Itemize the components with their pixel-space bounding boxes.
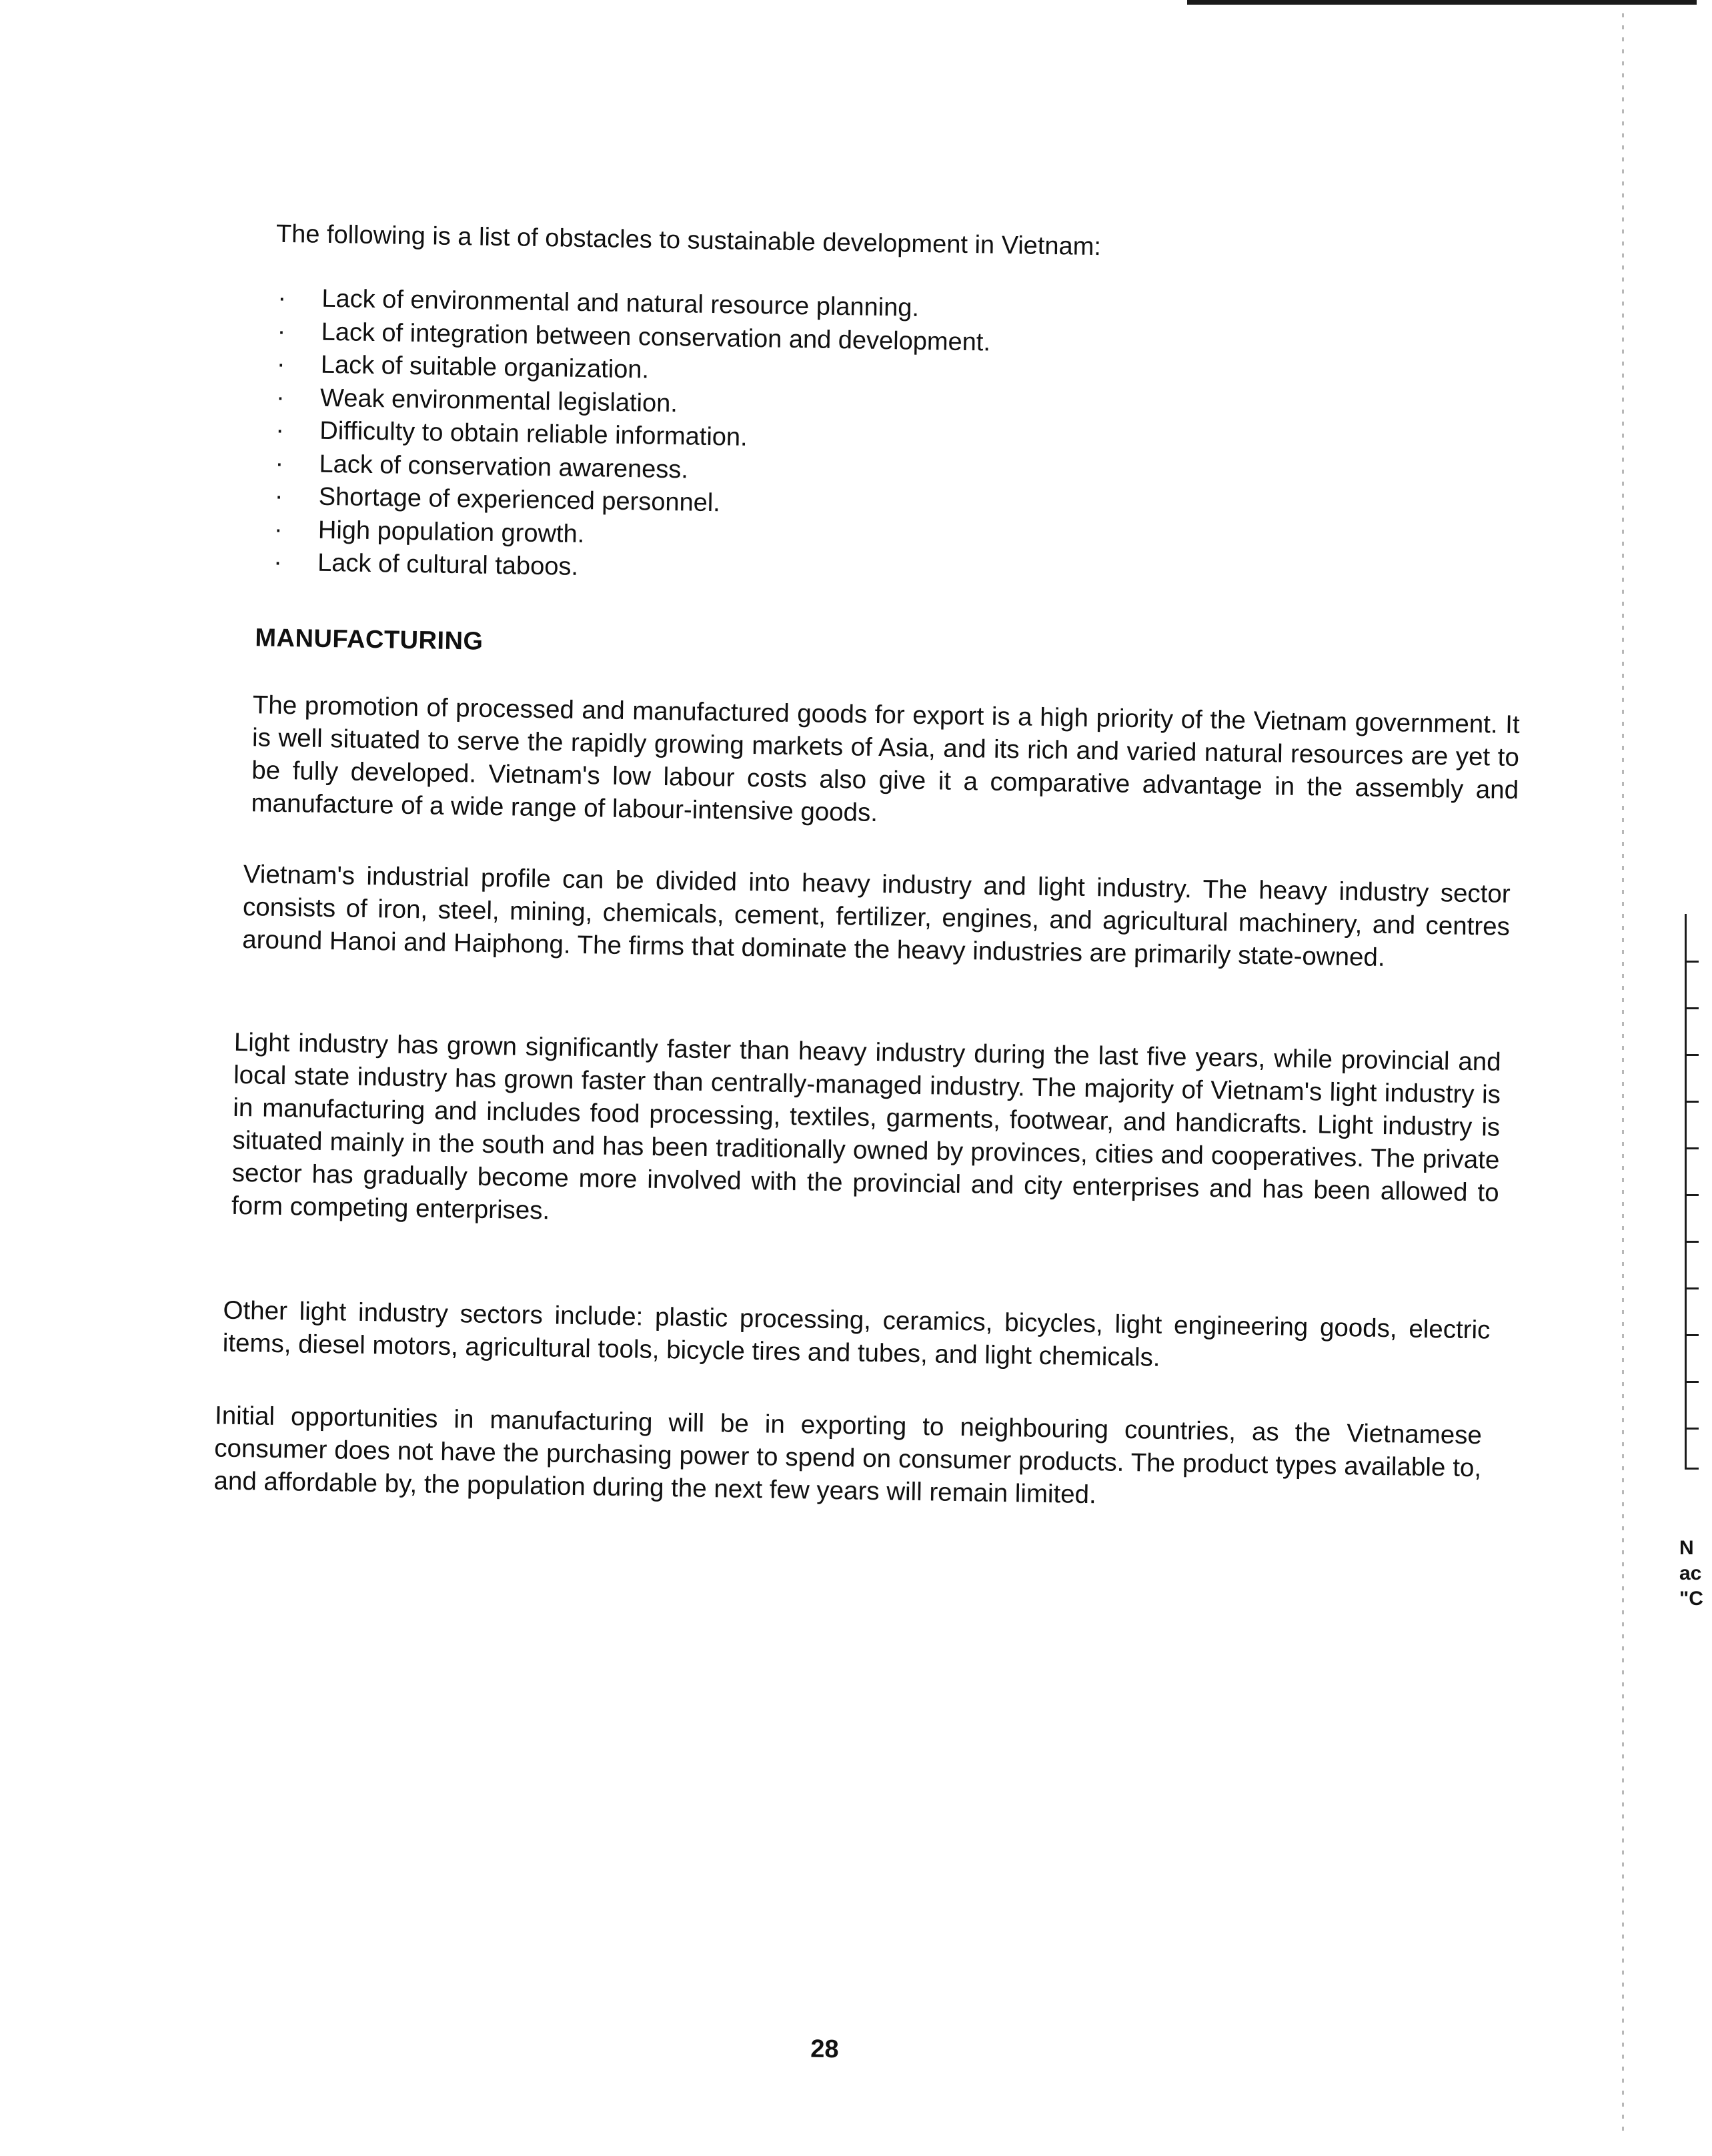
paragraph-industrial-profile: Vietnam's industrial profile can be divided into heavy industry and light industry. The heavy industry sector consists of iron, steel, mining, chemicals, cement, fertilizer, engines, and agricultural machinery, and centres around Hanoi and Haiphong. The firms that dominate the heavy industries are primarily state-owned. bbox=[241, 860, 1511, 972]
bullet-icon: · bbox=[273, 515, 283, 544]
list-item: · Lack of suitable organization. bbox=[269, 348, 990, 392]
section-heading: MANUFACTURING bbox=[255, 624, 484, 656]
list-item: · Lack of cultural taboos. bbox=[267, 546, 987, 590]
bullet-icon: · bbox=[276, 350, 285, 378]
list-item: · Lack of integration between conservation and development. bbox=[270, 315, 990, 359]
bullet-icon: · bbox=[277, 284, 287, 312]
list-item: · Shortage of experienced personnel. bbox=[267, 480, 988, 524]
scan-top-rule bbox=[1187, 0, 1697, 5]
obstacles-intro: The following is a list of obstacles to sustainable development in Vietnam: bbox=[275, 219, 1102, 261]
list-item: · Difficulty to obtain reliable information. bbox=[269, 414, 989, 458]
page-number: 28 bbox=[810, 2035, 839, 2064]
list-item: · High population growth. bbox=[267, 513, 988, 557]
bullet-icon: · bbox=[274, 482, 283, 510]
adjacent-page-text-fragment: N ac "C bbox=[1679, 1537, 1703, 1610]
bullet-icon: · bbox=[275, 383, 285, 412]
paragraph-light-industry: Light industry has grown significantly faster than heavy industry during the last five years, while provincial and local state industry has grown faster than centrally-managed industry. The majority of Vietnam's light industry is in manufacturing and includes food processing, textiles, garments, footwear, and handicrafts. Light industry is situated mainly in the south and has been traditionally owned by provinces, cities and cooperatives. The private sector has gradually become more involved with the provincial and city enterprises and has been allowed to form competing enterprises. bbox=[231, 1027, 1502, 1225]
obstacles-list bbox=[267, 282, 991, 590]
paragraph-initial-opportunities: Initial opportunities in manufacturing will be in exporting to neighbouring countries, as the Vietnamese consumer does not have the purchasing power to spend on consumer products. The product types available to, and affordable by, the population during the next few years will remain limited. bbox=[213, 1401, 1483, 1510]
bullet-icon: · bbox=[277, 317, 286, 346]
bullet-icon: · bbox=[275, 416, 285, 444]
paragraph-other-sectors: Other light industry sectors include: plastic processing, ceramics, bicycles, light engineering goods, electric items, diesel motors, agricultural tools, bicycle tires and tubes, and light chemicals. bbox=[222, 1295, 1491, 1372]
paragraph-export-priority: The promotion of processed and manufactured goods for export is a high priority of the Vietnam government. It is well situated to serve the rapidly growing markets of Asia, and its rich and varied natural resources are yet to be fully developed. Vietnam's low labour costs also give it a comparative advantage in the assembly and manufacture of a wide range of labour-intensive goods. bbox=[251, 690, 1520, 827]
bullet-icon: · bbox=[275, 449, 284, 478]
list-item: · Weak environmental legislation. bbox=[269, 381, 990, 425]
bullet-icon: · bbox=[273, 548, 283, 576]
list-item: · Lack of conservation awareness. bbox=[268, 447, 988, 491]
list-item: · Lack of environmental and natural resource planning. bbox=[271, 282, 991, 326]
